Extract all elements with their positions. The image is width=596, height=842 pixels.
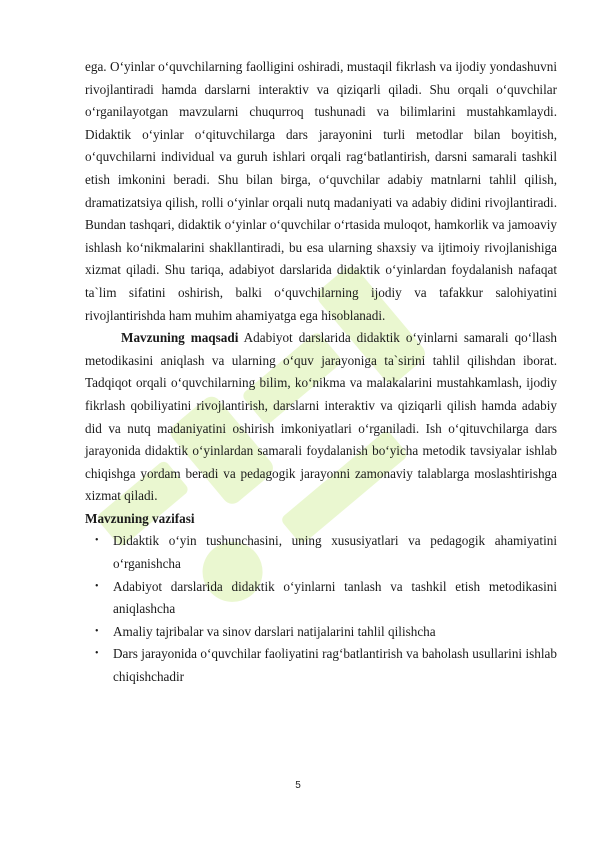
bullet-icon: • [95, 625, 99, 637]
paragraph-intro: ega. O‘yinlar o‘quvchilarning faolligini oshiradi, mustaqil fikrlash va ijodiy yondashuvni rivojlantiradi hamda darslarni interaktiv va qiziqarli qiladi. Shu orqali o‘quvchilar o‘rganilayotgan mavzularni chuqurroq tushunadi va bilimlarini mustahkamlaydi. Didaktik o‘yinlar o‘qituvchilarga dars jarayonini turli metodlar bilan boyitish, o‘quvchilarni individual va guruh ishlari orqali rag‘batlantirish, darsni samarali tashkil etish imkonini beradi. Shu bilan birga, o‘quvchilar adabiy matnlarni tahlil qilish, dramatizatsiya qilish, rolli o‘yinlar orqali nutq madaniyati va adabiy didini rivojlantiradi. Bundan tashqari, didaktik o‘yinlar o‘quvchilar o‘rtasida muloqot, hamkorlik va jamoaviy ishlash ko‘nikmalarini shakllantiradi, bu esa ularning shaxsiy va ijtimoiy rivojlanishiga xizmat qiladi. Shu tariqa, adabiyot darslarida didaktik o‘yinlardan foydalanish nafaqat ta`lim sifatini oshirish, balki o‘quvchilarning ijodiy va tafakkur salohiyatini rivojlantirishda ham muhim ahamiyatga ega hisoblanadi. [85, 59, 557, 323]
list-item: • Dars jarayonida o‘quvchilar faoliyatini rag‘batlantirish va baholash usullarini ishlab chiqishchadir [85, 643, 557, 688]
bullet-icon: • [95, 580, 99, 592]
list-item: • Amaliy tajribalar va sinov darslari natijalarini tahlil qilishcha [85, 621, 557, 644]
tasks-list [85, 530, 557, 688]
bullet-icon: • [95, 648, 99, 660]
list-item: • Adabiyot darslarida didaktik o‘yinlarni tanlash va tashkil etish metodikasini aniqlashcha [85, 576, 557, 621]
goal-lead: Mavzuning maqsadi [121, 330, 239, 346]
page-number: 5 [295, 780, 301, 791]
list-item: • Didaktik o‘yin tushunchasini, uning xususiyatlari va pedagogik ahamiyatini o‘rganishcha [85, 530, 557, 575]
goal-text: Adabiyot darslarida didaktik o‘yinlarni samarali qo‘llash metodikasini aniqlash va ularning o‘quv jarayoniga ta`sirini tahlil qilishdan iborat. Tadqiqot orqali o‘quvchilarning bilim, ko‘nikma va malakalarini mustahkamlash, ijodiy fikrlash qobiliyatini rivojlantirish, darslarni interaktiv va qiziqarli qilish hamda adabiy did va nutq madaniyatini oshirish imkoniyatlari o‘rganiladi. Ish o‘qituvchilarga dars jarayonida didaktik o‘yinlardan samarali foydalanish bo‘yicha metodik tavsiyalar ishlab chiqishga yordam beradi va pedagogik jarayonni zamonaviy talablarga moslashtirishga xizmat qiladi. [85, 330, 557, 504]
document-body [85, 56, 557, 689]
bullet-icon: • [95, 535, 99, 547]
tasks-heading: Mavzuning vazifasi [85, 510, 195, 526]
paragraph-goal [85, 327, 557, 508]
